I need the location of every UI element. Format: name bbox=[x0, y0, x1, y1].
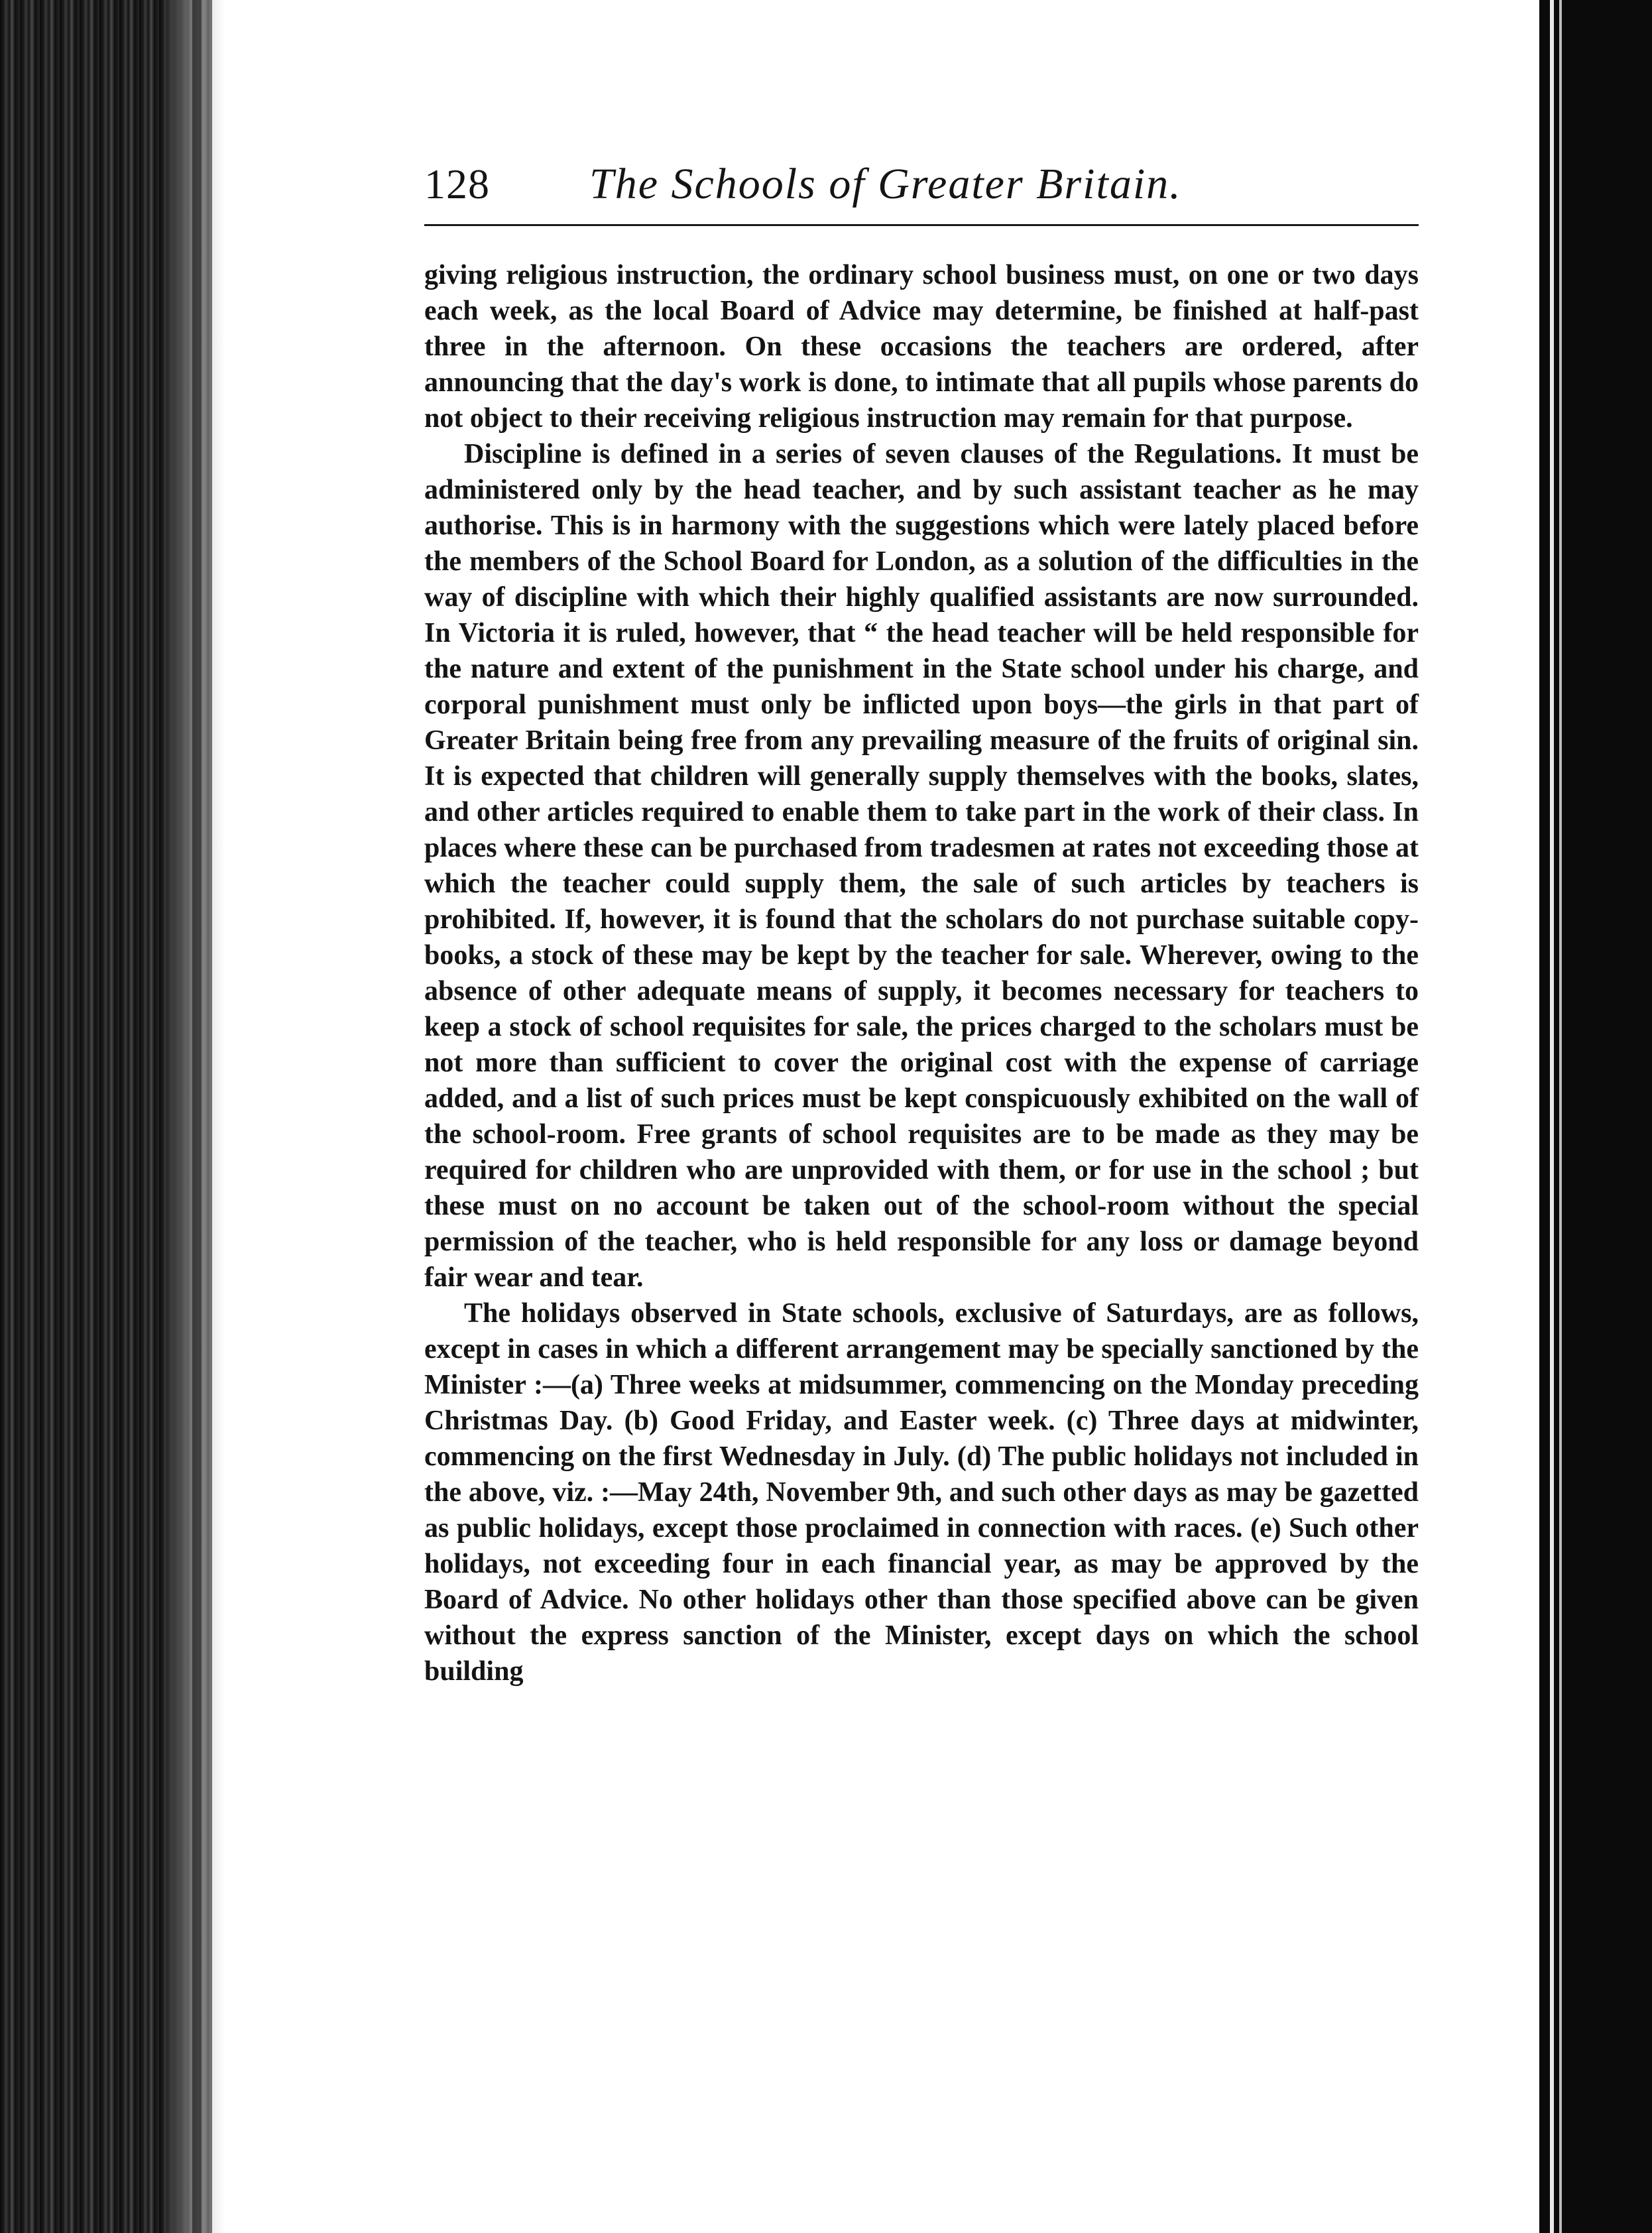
adjacent-page-strip bbox=[1550, 0, 1554, 2233]
adjacent-page-strip-shadow bbox=[1559, 0, 1562, 2233]
page-content bbox=[424, 159, 1419, 1689]
paragraph-holidays: The holidays observed in State schools, exclusive of Saturdays, are as follows, except in cases in which a different arrangement may be specially sanctioned by the Minister :—(a) Three weeks at midsummer, commencing on the Monday preceding Christmas Day. (b) Good Friday, and Easter week. (c) Three days at midwinter, commencing on the first Wednesday in July. (d) The public holidays not included in the above, viz. :—May 24th, November 9th, and such other days as may be gazetted as public holidays, except those proclaimed in connection with races. (e) Such other holidays, not exceeding four in each financial year, as may be approved by the Board of Advice. No other holidays other than those specified above can be given without the express sanction of the Minister, except days on which the school building bbox=[424, 1298, 1419, 1687]
header-rule bbox=[424, 224, 1419, 226]
gutter-dark-line bbox=[192, 0, 202, 2233]
page-header bbox=[424, 159, 1419, 239]
running-title: The Schools of Greater Britain. bbox=[589, 160, 1182, 208]
paragraph-discipline: Discipline is defined in a series of seven clauses of the Regulations. It must be administered only by the head teacher, and by such assistant teacher as he may authorise. This is in harmony with the suggestions which were lately placed before the members of the School Board for London, as a solution of the difficulties in the way of discipline with which their highly qualified assistants are now surrounded. In Victoria it is ruled, however, that “ the head teacher will be held responsible for the nature and extent of the punishment in the State school under his charge, and corporal punishment must only be inflicted upon boys—the girls in that part of Greater Britain being free from any prevailing measure of the fruits of original sin. It is expected that children will generally supply themselves with the books, slates, and other articles required to enable them to take part in the work of their class. In places where these can be purchased from tradesmen at rates not exceeding those at which the teacher could supply them, the sale of such articles by teachers is prohibited. If, however, it is found that the scholars do not purchase suitable copy-books, a stock of these may be kept by the teacher for sale. Wherever, owing to the absence of other adequate means of supply, it becomes necessary for teachers to keep a stock of school requisites for sale, the prices charged to the scholars must be not more than sufficient to cover the original cost with the expense of carriage added, and a list of such prices must be kept conspicuously exhibited on the wall of the school-room. Free grants of school requisites are to be made as they may be required for children who are unprovided with them, or for use in the school ; but these must on no account be taken out of the school-room without the special permission of the teacher, who is held responsible for any loss or damage beyond fair wear and tear. bbox=[424, 439, 1419, 1293]
adjacent-page-edge bbox=[1539, 0, 1652, 2233]
page-number: 128 bbox=[424, 160, 490, 208]
paragraph-continuation: giving religious instruction, the ordinary school business must, on one or two days each week, as the local Board of Advice may determine, be finished at half-past three in the afternoon. On these occasions the teachers are ordered, after announcing that the day's work is done, to intimate that all pupils whose parents do not object to their receiving religious instruction may remain for that purpose. bbox=[424, 260, 1419, 434]
body-text bbox=[424, 257, 1419, 1689]
